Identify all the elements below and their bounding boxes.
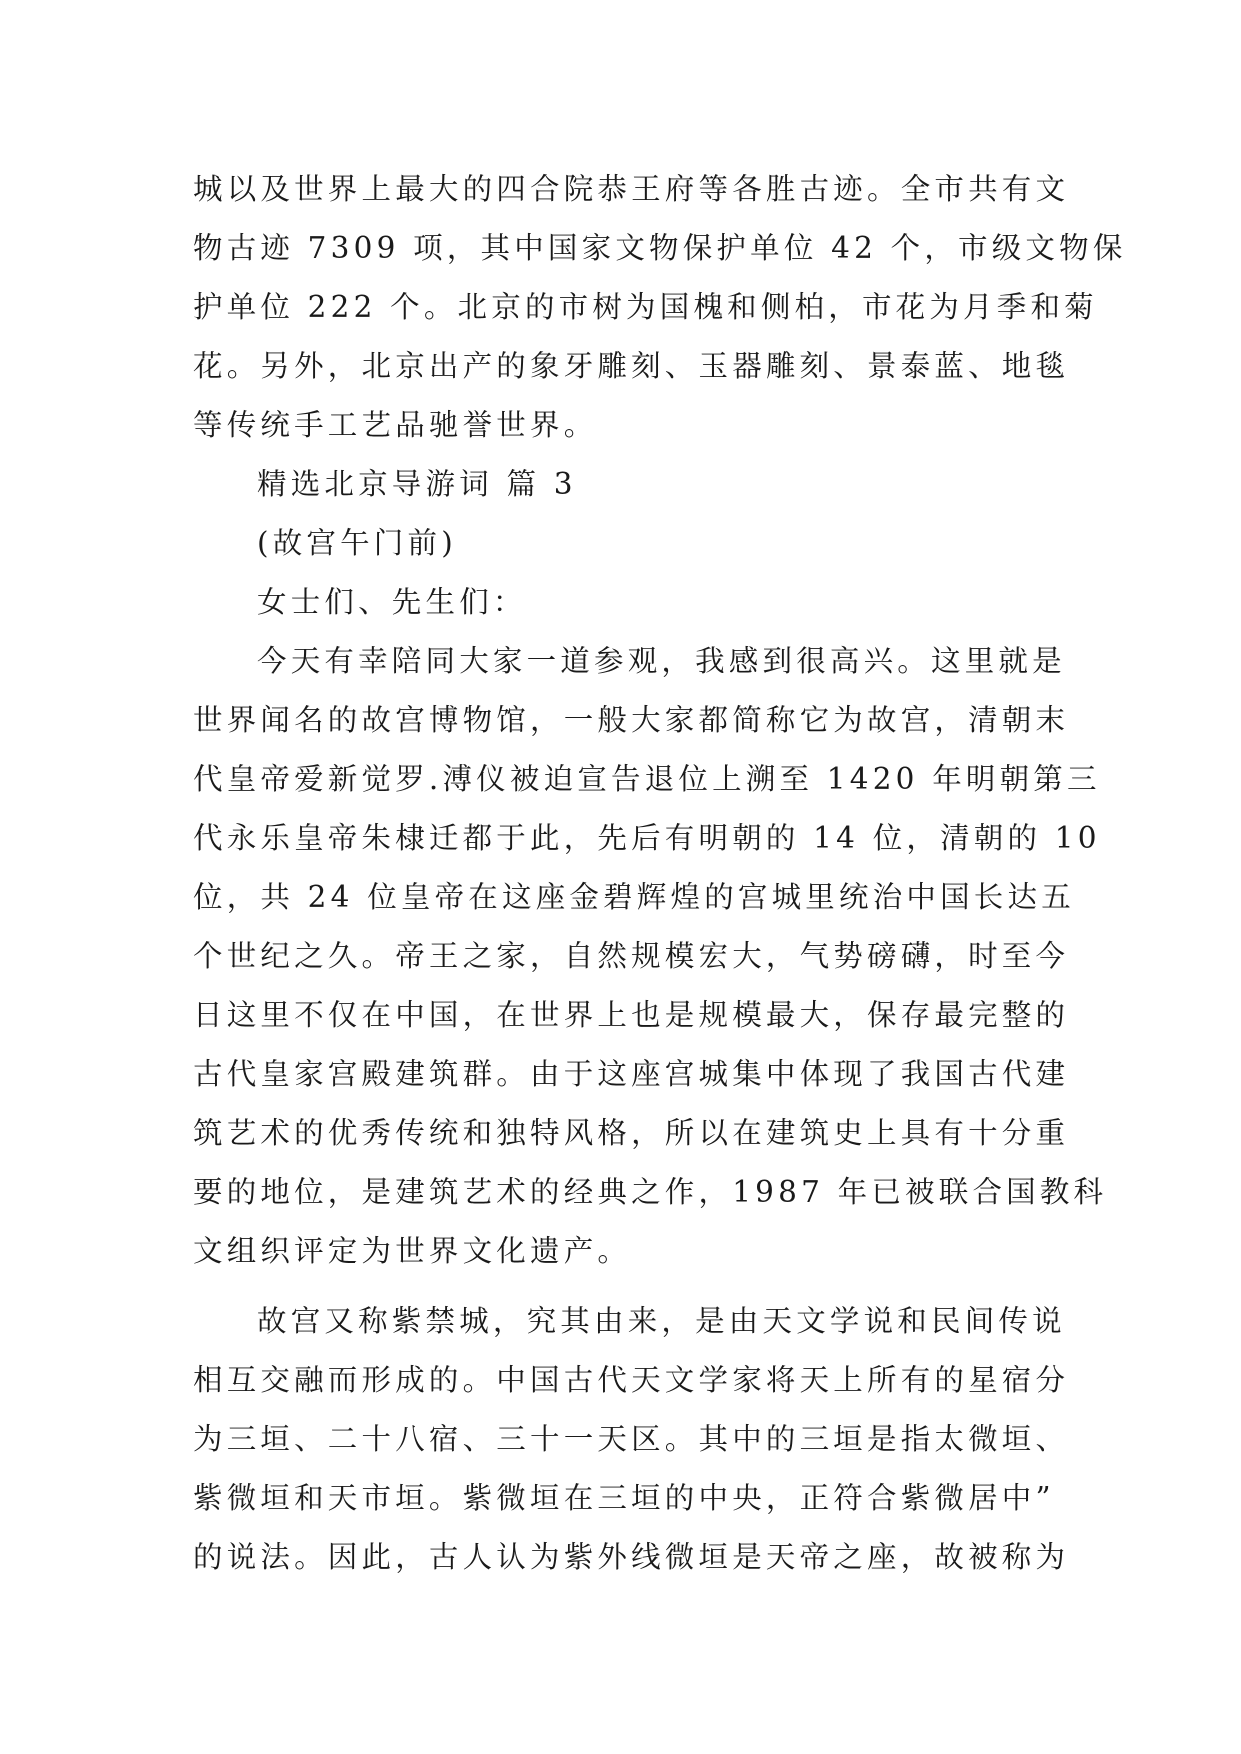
- text-line: 今天有幸陪同大家一道参观，我感到很高兴。这里就是: [257, 644, 1066, 678]
- text-line: 花。另外，北京出产的象牙雕刻、玉器雕刻、景泰蓝、地毯: [193, 349, 1070, 383]
- document-body: [193, 160, 1127, 1587]
- text-line: 城以及世界上最大的四合院恭王府等各胜古迹。全市共有文: [193, 172, 1070, 206]
- paragraph-gap: [193, 1281, 1053, 1292]
- text-line: 代永乐皇帝朱棣迁都于此，先后有明朝的 14 位，清朝的 10: [193, 821, 1101, 855]
- section-heading: 精选北京导游词 篇 3: [257, 467, 577, 501]
- text-line: 位，共 24 位皇帝在这座金碧辉煌的宫城里统治中国长达五: [193, 880, 1075, 914]
- text-line: 世界闻名的故宫博物馆，一般大家都简称它为故宫，清朝末: [193, 703, 1070, 737]
- text-line: 相互交融而形成的。中国古代天文学家将天上所有的星宿分: [193, 1363, 1070, 1397]
- text-line: 要的地位，是建筑艺术的经典之作，1987 年已被联合国教科: [193, 1175, 1108, 1209]
- text-line: 等传统手工艺品驰誉世界。: [193, 408, 598, 442]
- greeting: 女士们、先生们：: [257, 585, 527, 619]
- text-line: 护单位 222 个。北京的市树为国槐和侧柏，市花为月季和菊: [193, 290, 1098, 324]
- text-line: 为三垣、二十八宿、三十一天区。其中的三垣是指太微垣、: [193, 1422, 1070, 1456]
- text-line: 文组织评定为世界文化遗产。: [193, 1234, 632, 1268]
- text-line: 日这里不仅在中国，在世界上也是规模最大，保存最完整的: [193, 998, 1070, 1032]
- location-note: (故宫午门前): [257, 526, 457, 560]
- text-line: 的说法。因此，古人认为紫外线微垣是天帝之座，故被称为: [193, 1540, 1070, 1574]
- text-line: 故宫又称紫禁城，究其由来，是由天文学说和民间传说: [257, 1304, 1066, 1338]
- text-line: 古代皇家宫殿建筑群。由于这座宫城集中体现了我国古代建: [193, 1057, 1070, 1091]
- text-line: 物古迹 7309 项，其中国家文物保护单位 42 个，市级文物保: [193, 231, 1127, 265]
- text-line: 代皇帝爱新觉罗.溥仪被迫宣告退位上溯至 1420 年明朝第三: [193, 762, 1101, 796]
- text-line: 筑艺术的优秀传统和独特风格，所以在建筑史上具有十分重: [193, 1116, 1070, 1150]
- text-line: 紫微垣和天市垣。紫微垣在三垣的中央，正符合紫微居中”: [193, 1481, 1055, 1515]
- text-line: 个世纪之久。帝王之家，自然规模宏大，气势磅礴，时至今: [193, 939, 1070, 973]
